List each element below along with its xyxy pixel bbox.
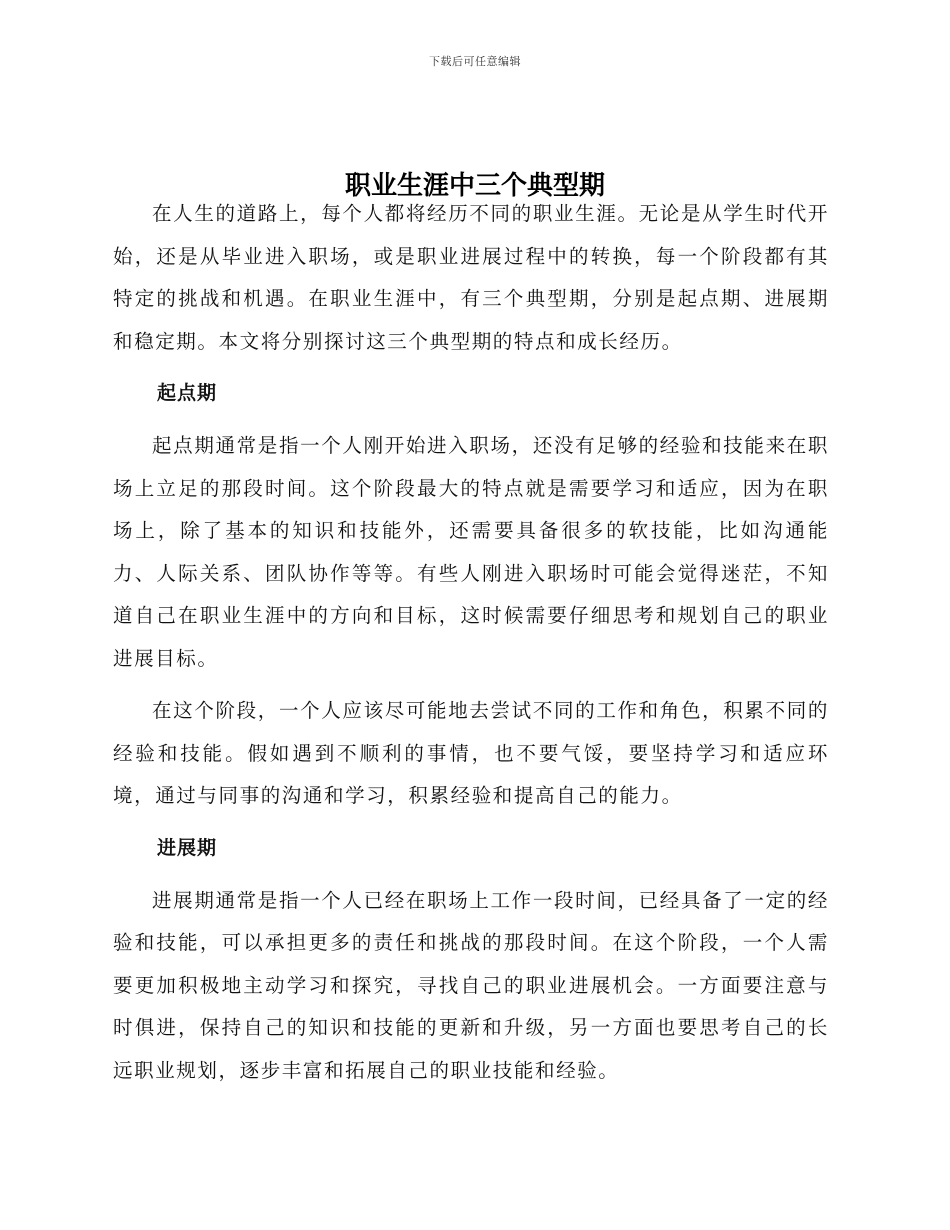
section-paragraph: 进展期通常是指一个人已经在职场上工作一段时间，已经具备了一定的经验和技能，可以承担更多的责任和挑战的那段时间。在这个阶段，一个人需要更加积极地主动学习和探究，寻找自己的职业进展机会。一方面要注意与时俱进，保持自己的知识和技能的更新和升级，另一方面也要思考自己的长远职业规划，逐步丰富和拓展自己的职业技能和经验。 [113, 888, 829, 1082]
section-heading-start-stage: 起点期 [157, 382, 218, 404]
header-note: 下载后可任意编辑 [429, 55, 521, 68]
section-heading-growth-stage: 进展期 [157, 836, 218, 859]
section-paragraph: 在这个阶段，一个人应该尽可能地去尝试不同的工作和角色，积累不同的经验和技能。假如遇到不顺利的事情，也不要气馁，要坚持学习和适应环境，通过与同事的沟通和学习，积累经验和提高自己的能力。 [113, 699, 829, 807]
document-body [113, 193, 829, 1092]
section-paragraph: 起点期通常是指一个人刚开始进入职场，还没有足够的经验和技能来在职场上立足的那段时间。这个阶段最大的特点就是需要学习和适应，因为在职场上，除了基本的知识和技能外，还需要具备很多的软技能，比如沟通能力、人际关系、团队协作等等。有些人刚进入职场时可能会觉得迷茫，不知道自己在职业生涯中的方向和目标，这时候需要仔细思考和规划自己的职业进展目标。 [113, 434, 829, 670]
document-title: 职业生涯中三个典型期 [344, 171, 605, 202]
intro-paragraph: 在人生的道路上，每个人都将经历不同的职业生涯。无论是从学生时代开始，还是从毕业进入职场，或是职业进展过程中的转换，每一个阶段都有其特定的挑战和机遇。在职业生涯中，有三个典型期，分别是起点期、进展期和稳定期。本文将分别探讨这三个典型期的特点和成长经历。 [113, 202, 829, 353]
